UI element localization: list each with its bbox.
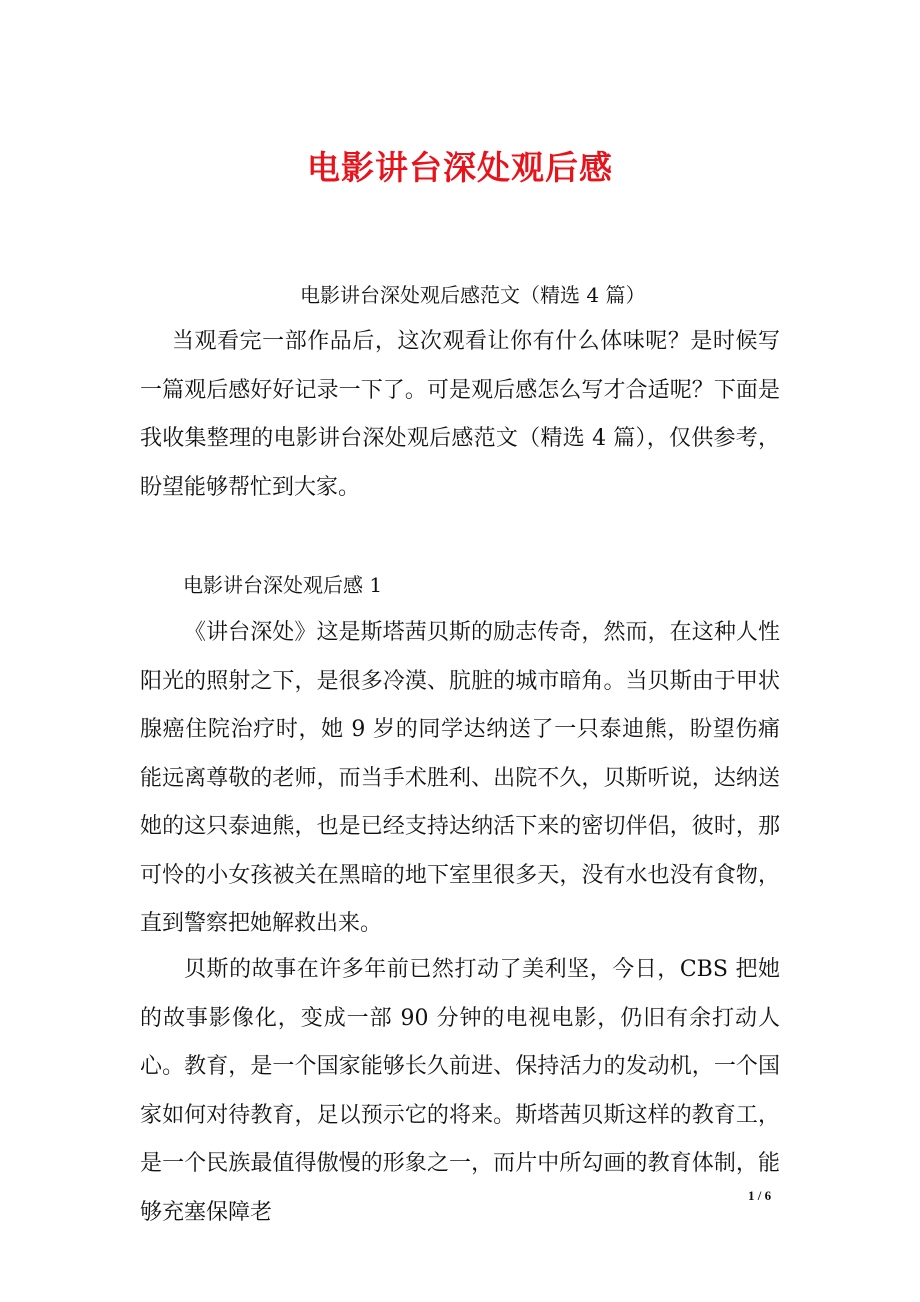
section-heading: 电影讲台深处观后感 1 bbox=[183, 573, 383, 597]
page-title: 电影讲台深处观后感 bbox=[307, 148, 613, 187]
body-paragraph-1: 《讲台深处》这是斯塔茜贝斯的励志传奇，然而，在这种人性阳光的照射之下，是很多冷漠、肮脏的城市暗角。当贝斯由于甲状腺癌住院治疗时，她 9 岁的同学达纳送了一只泰迪熊，盼望伤痛能远离尊敬的老师，而当手术胜利、出院不久，贝斯听说，达纳送她的这只泰迪熊，也是已经支持达纳活下来的密切伴侣，彼时，那可怜的小女孩被关在黑暗的地下室里很多天，没有水也没有食物，直到警察把她解救出来。 bbox=[140, 620, 780, 936]
body-paragraph-2: 贝斯的故事在许多年前已然打动了美利坚，今日，CBS 把她的故事影像化，变成一部 90 分钟的电视电影，仍旧有余打动人心。教育，是一个国家能够长久前进、保持活力的发动机，一个国家如何对待教育，足以预示它的将来。斯塔茜贝斯这样的教育工，是一个民族最值得傲慢的形象之一，而片中所勾画的教育体制，能够充塞保障老 bbox=[140, 957, 780, 1225]
document-subtitle: 电影讲台深处观后感范文（精选 4 篇） bbox=[300, 283, 646, 307]
intro-paragraph: 当观看完一部作品后，这次观看让你有什么体味呢？是时候写一篇观后感好好记录一下了。可是观后感怎么写才合适呢？下面是我收集整理的电影讲台深处观后感范文（精选 4 篇），仅供参考，盼望能够帮忙到大家。 bbox=[140, 329, 780, 500]
page-number: 1 / 6 bbox=[748, 1188, 772, 1203]
